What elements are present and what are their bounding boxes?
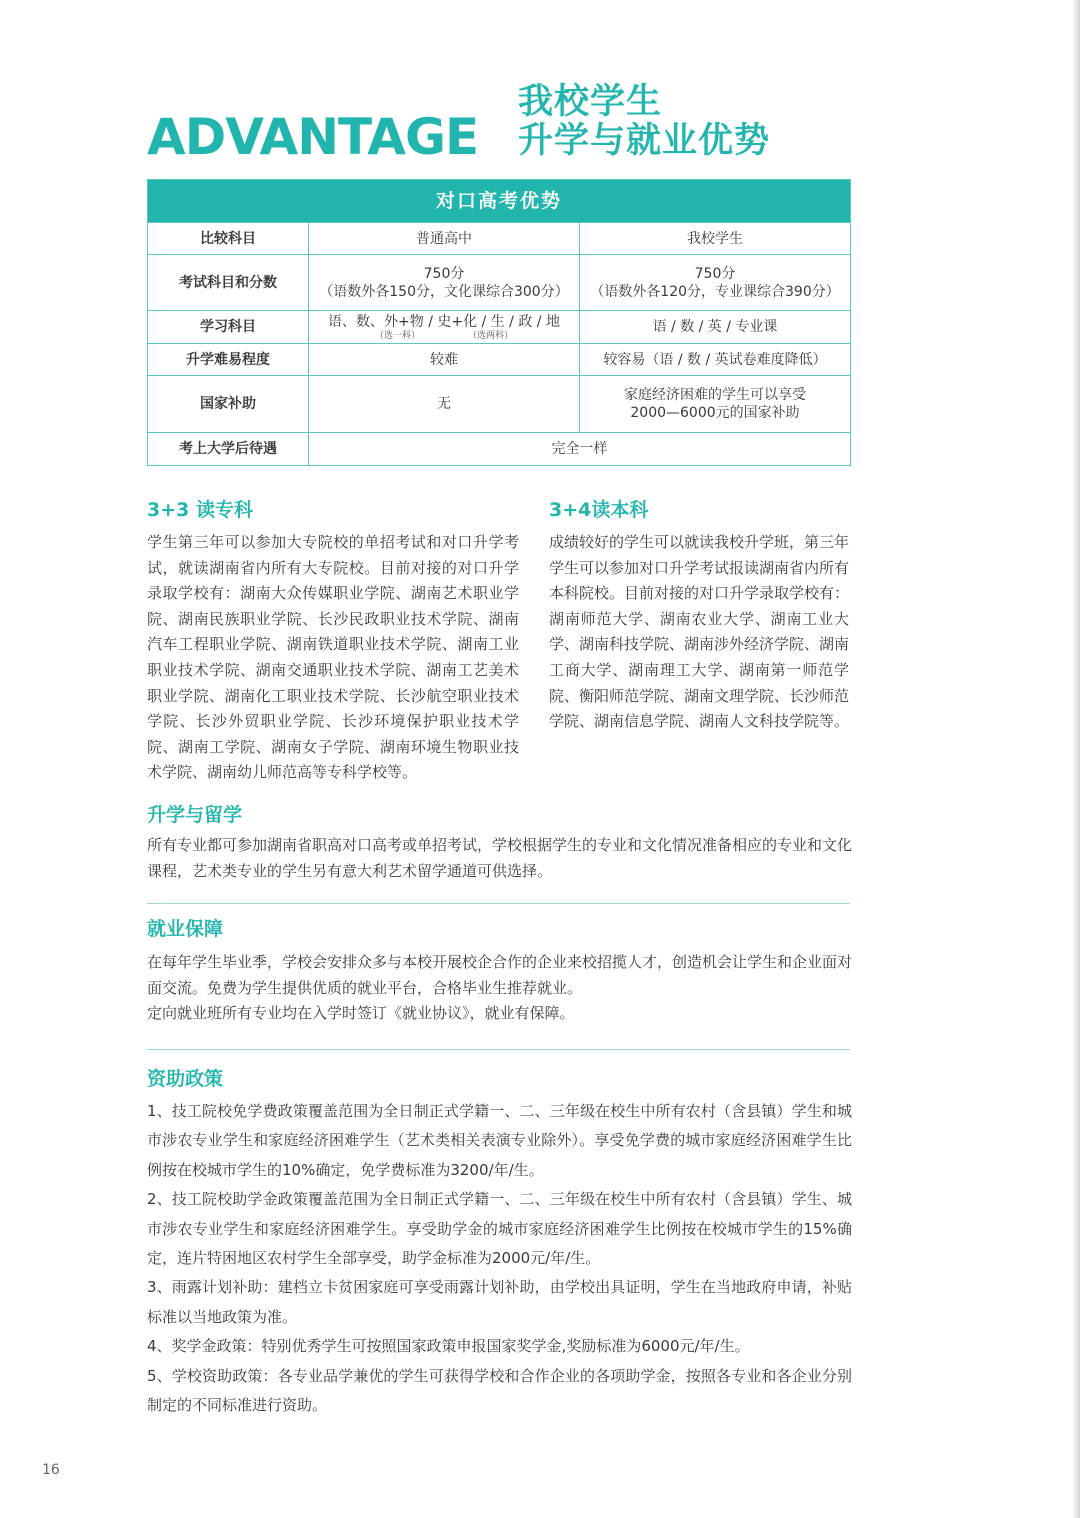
- table-cell-label: 升学难易程度: [148, 344, 309, 376]
- policy-item: 2、技工院校助学金政策覆盖范围为全日制正式学籍一、二、三年级在校生中所有农村（含县镇）学生、城市涉农专业学生和家庭经济困难学生。享受助学金的城市家庭经济困难学生比例按在校城市学生的15%确定，连片特困地区农村学生全部享受，助学金标准为2000元/年/生。: [147, 1190, 852, 1268]
- jiuye-paragraph-1: 在每年学生毕业季，学校会安排众多与本校开展校企合作的企业来校招揽人才，创造机会让学生和企业面对面交流。免费为学生提供优质的就业平台，合格毕业生推荐就业。: [147, 953, 853, 997]
- table-cell-label: 比较科目: [148, 223, 309, 255]
- policy-item: 1、技工院校免学费政策覆盖范围为全日制正式学籍一、二、三年级在校生中所有农村（含县镇）学生和城市涉农专业学生和家庭经济困难学生（艺术类相关表演专业除外）。享受免学费的城市家庭经济困难学生比例按在校城市学生的10%确定，免学费标准为3200/年/生。: [147, 1102, 852, 1179]
- table-cell-merged: 完全一样: [309, 433, 851, 466]
- note-choose-two: （选两科）: [468, 331, 514, 341]
- header-title-line2: 升学与就业优势: [518, 121, 771, 161]
- table-cell: 较难: [309, 344, 580, 376]
- table-row: [148, 376, 851, 433]
- advantage-wordmark: ADVANTAGE: [147, 108, 479, 166]
- page-number: 16: [42, 1462, 60, 1478]
- section-title-zhuanke: 3+3 读专科: [147, 499, 253, 521]
- section-text-liuxue: 所有专业都可参加湖南省职高对口高考或单招考试，学校根据学生的专业和文化情况准备相应的专业和文化课程，艺术类专业的学生另有意大利艺术留学通道可供选择。: [147, 836, 853, 880]
- cell-line: （语数外各150分，文化课综合300分）: [319, 283, 569, 300]
- section-title-jiuye: 就业保障: [147, 918, 224, 940]
- cell-line: 750分: [694, 265, 736, 282]
- note-choose-one: （选一科）: [374, 331, 420, 341]
- table-cell: [580, 376, 851, 433]
- comparison-table: [147, 179, 851, 466]
- section-text-benke: 成绩较好的学生可以就读我校升学班，第三年学生可以参加对口升学考试报读湖南省内所有本科院校。目前对接的对口升学录取学校有：湖南师范大学、湖南农业大学、湖南工业大学、湖南科技学院、湖南涉外经济学院、湖南工商大学、湖南理工大学、湖南第一师范学院、衡阳师范学院、湖南文理学院、长沙师范学院、湖南信息学院、湖南人文科技学院等。: [549, 533, 850, 731]
- jiuye-paragraph-2: 定向就业班所有专业均在入学时签订《就业协议》，就业有保障。: [147, 1004, 575, 1023]
- policy-item: 5、学校资助政策：各专业品学兼优的学生可获得学校和合作企业的各项助学金，按照各专业和各企业分别制定的不同标准进行资助。: [147, 1366, 852, 1415]
- cell-line: （语数外各120分，专业课综合390分）: [590, 283, 840, 300]
- table-cell: 较容易（语 / 数 / 英试卷难度降低）: [580, 344, 851, 376]
- table-cell-col2-header: 我校学生: [580, 223, 851, 255]
- table-cell-label: 学习科目: [148, 311, 309, 344]
- table-row: [148, 433, 851, 466]
- table-cell: [580, 255, 851, 311]
- section-divider: [147, 1049, 850, 1050]
- table-cell-label: 考上大学后待遇: [148, 433, 309, 466]
- table-row: [148, 344, 851, 376]
- table-cell: 无: [309, 376, 580, 433]
- table-cell-label: 考试科目和分数: [148, 255, 309, 311]
- table-cell-col1-header: 普通高中: [309, 223, 580, 255]
- header-title-line1: 我校学生: [518, 82, 663, 122]
- subject-choice-notes: [313, 331, 575, 341]
- table-cell: [309, 255, 580, 311]
- cell-line: 750分: [423, 265, 465, 282]
- section-title-zizhu: 资助政策: [147, 1068, 224, 1090]
- table-row: [148, 255, 851, 311]
- section-text-jiuye: [147, 950, 852, 1027]
- cell-line: 2000—6000元的国家补助: [630, 405, 800, 421]
- section-title-benke: 3+4读本科: [549, 499, 649, 521]
- table-cell: [309, 311, 580, 344]
- cell-line: 家庭经济困难的学生可以享受: [624, 387, 806, 403]
- table-cell-label: 国家补助: [148, 376, 309, 433]
- table-cell: 语 / 数 / 英 / 专业课: [580, 311, 851, 344]
- policy-item: 4、奖学金政策：特别优秀学生可按照国家政策申报国家奖学金,奖励标准为6000元/年/生。: [147, 1337, 750, 1356]
- cell-line: 语、数、外+物 / 史+化 / 生 / 政 / 地: [328, 314, 560, 330]
- section-title-liuxue: 升学与留学: [147, 804, 243, 826]
- table-row: [148, 311, 851, 344]
- section-text-zizhu: [147, 1097, 852, 1420]
- policy-item: 3、雨露计划补助：建档立卡贫困家庭可享受雨露计划补助，由学校出具证明，学生在当地政府申请，补贴标准以当地政策为准。: [147, 1278, 852, 1326]
- table-row: [148, 223, 851, 255]
- page-edge-shadow: [1072, 0, 1080, 1518]
- section-divider: [147, 903, 850, 904]
- page-header: [147, 80, 847, 170]
- table-title: 对口高考优势: [148, 180, 851, 223]
- section-text-zhuanke: 学生第三年可以参加大专院校的单招考试和对口升学考试，就读湖南省内所有大专院校。目前对接的对口升学录取学校有：湖南大众传媒职业学院、湖南艺术职业学院、湖南民族职业学院、长沙民政职业技术学院、湖南汽车工程职业学院、湖南铁道职业技术学院、湖南工业职业技术学院、湖南交通职业技术学院、湖南工艺美术职业学院、湖南化工职业技术学院、长沙航空职业技术学院、长沙外贸职业学院、长沙环境保护职业技术学院、湖南工学院、湖南女子学院、湖南环境生物职业技术学院、湖南幼儿师范高等专科学校等。: [147, 533, 519, 782]
